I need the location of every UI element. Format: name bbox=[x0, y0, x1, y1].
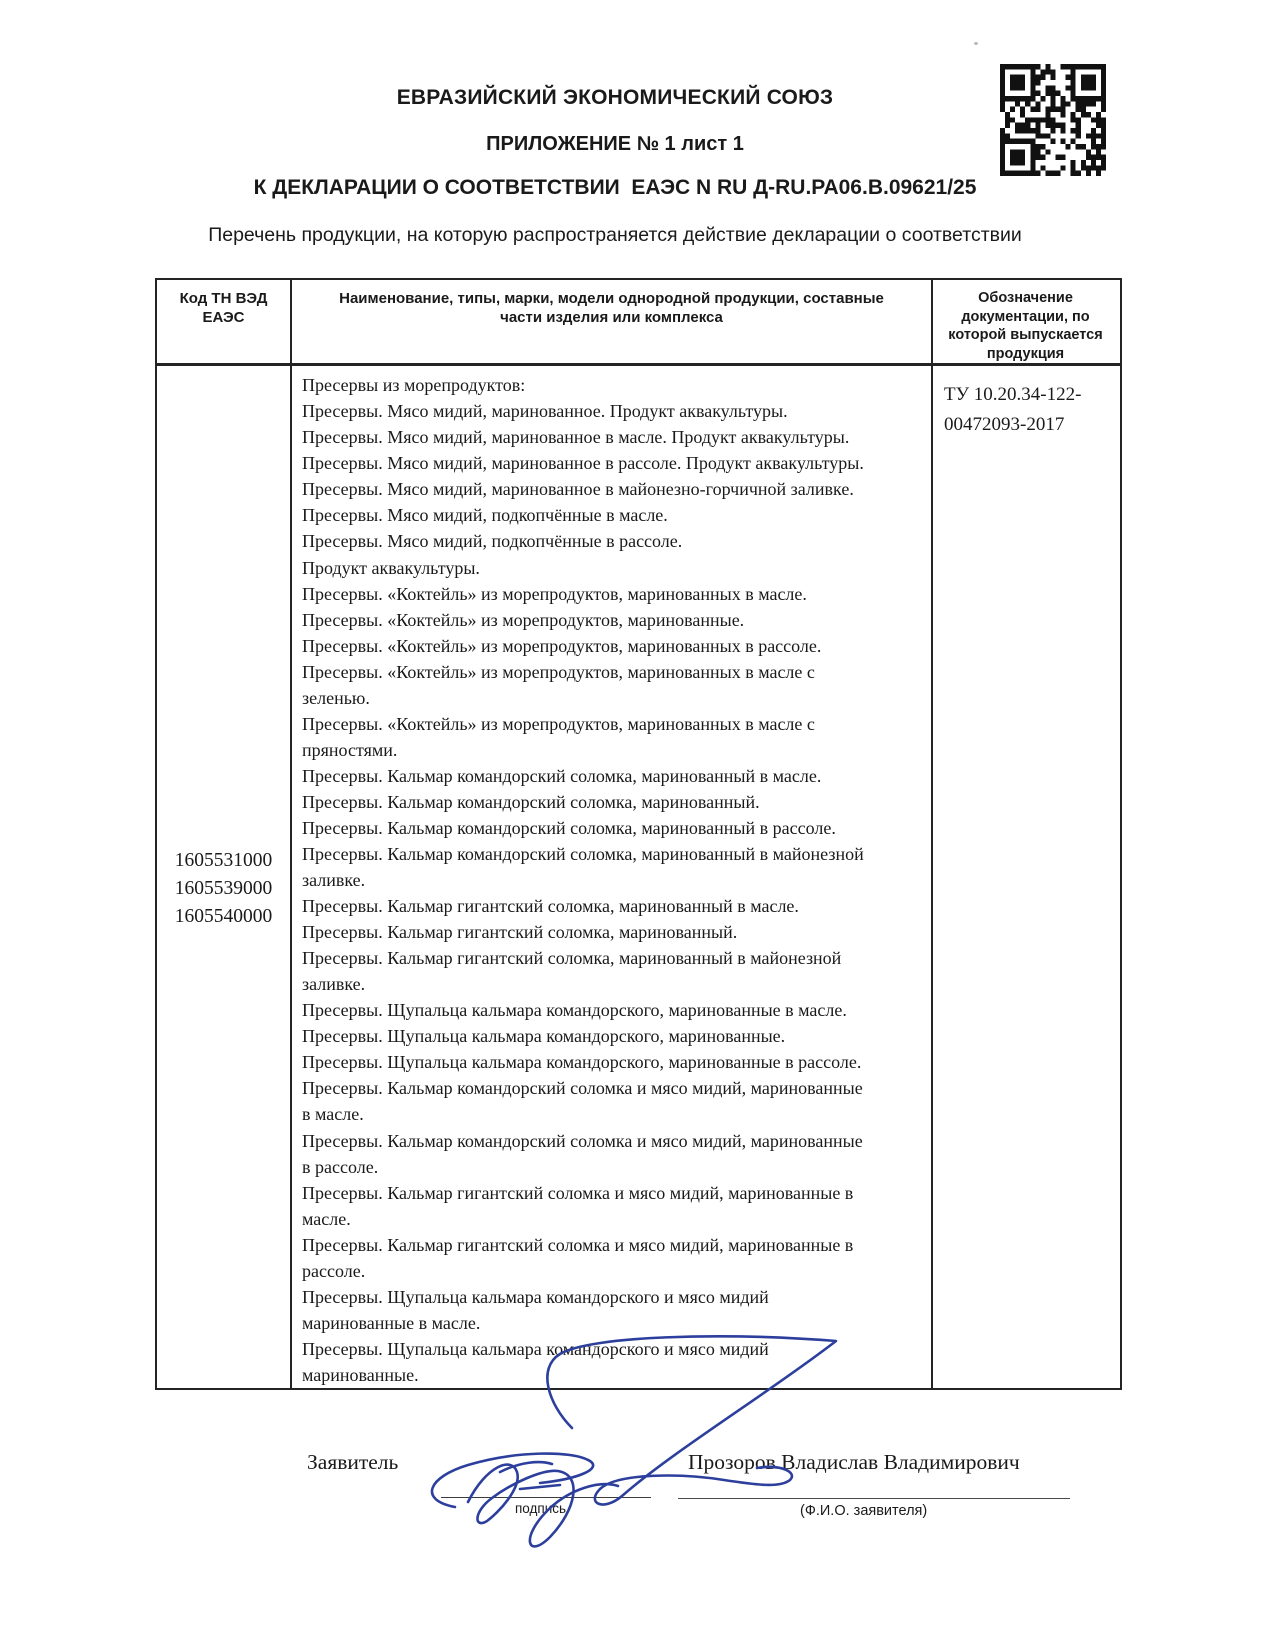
product-line: Пресервы. Мясо мидий, маринованное в рассоле. Продукт аквакультуры. bbox=[302, 453, 864, 474]
handwritten-signature bbox=[390, 1325, 860, 1575]
doc-reference-line: ТУ 10.20.34-122- bbox=[944, 384, 1082, 406]
product-line: Пресервы. «Коктейль» из морепродуктов, маринованных в масле. bbox=[302, 583, 807, 604]
declaration-number-title: К ДЕКЛАРАЦИИ О СООТВЕТСТВИИ ЕАЭС N RU Д-RU.РА06.В.09621/25 bbox=[253, 176, 977, 199]
product-line: Пресервы. Щупальца кальмара командорского и мясо мидий bbox=[302, 1338, 769, 1359]
product-line: Пресервы из морепродуктов: bbox=[302, 375, 526, 396]
product-line: маринованные в масле. bbox=[302, 1312, 481, 1333]
name-caption: (Ф.И.О. заявителя) bbox=[800, 1503, 928, 1519]
subtitle: Перечень продукции, на которую распространяется действие декларации о соответствии bbox=[208, 224, 1022, 246]
header-cell-doc: Обозначение документации, по которой выпускается продукция bbox=[948, 290, 1103, 362]
applicant-label: Заявитель bbox=[307, 1450, 399, 1474]
product-line: Пресервы. Щупальца кальмара командорского, маринованные. bbox=[302, 1026, 786, 1047]
tnved-code: 1605540000 bbox=[174, 906, 273, 928]
product-line: Пресервы. Кальмар командорский соломка и мясо мидий, маринованные bbox=[302, 1078, 863, 1099]
product-line: маринованные. bbox=[302, 1364, 419, 1385]
cell-product-list bbox=[292, 366, 933, 1388]
product-line: Пресервы. «Коктейль» из морепродуктов, маринованных в масле с bbox=[302, 661, 815, 682]
tnved-code: 1605539000 bbox=[174, 878, 273, 900]
product-line: Пресервы. Мясо мидий, маринованное в майонезно-горчичной заливке. bbox=[302, 479, 854, 500]
product-line: Пресервы. «Коктейль» из морепродуктов, маринованных в рассоле. bbox=[302, 635, 822, 656]
product-line: заливке. bbox=[302, 870, 366, 891]
product-line: рассоле. bbox=[302, 1260, 366, 1281]
cell-doc-reference bbox=[933, 366, 1118, 1388]
product-line: Пресервы. Кальмар гигантский соломка, маринованный в майонезной bbox=[302, 948, 842, 969]
product-line: Пресервы. Мясо мидий, маринованное в масле. Продукт аквакультуры. bbox=[302, 427, 850, 448]
product-line: Пресервы. Кальмар гигантский соломка, маринованный. bbox=[302, 922, 738, 943]
product-line: Пресервы. Мясо мидий, подкопчённые в рассоле. bbox=[302, 531, 683, 552]
product-line: в масле. bbox=[302, 1104, 364, 1125]
table-body-row bbox=[157, 366, 1120, 1388]
product-line: Пресервы. Кальмар гигантский соломка и мясо мидий, маринованные в bbox=[302, 1234, 854, 1255]
product-line: пряностями. bbox=[302, 739, 398, 760]
product-line: зеленью. bbox=[302, 687, 370, 708]
product-line: Продукт аквакультуры. bbox=[302, 557, 480, 578]
product-line: Пресервы. Кальмар командорский соломка, маринованный в майонезной bbox=[302, 844, 864, 865]
union-title: ЕВРАЗИЙСКИЙ ЭКОНОМИЧЕСКИЙ СОЮЗ bbox=[396, 86, 834, 109]
product-line: Пресервы. Кальмар командорский соломка и мясо мидий, маринованные bbox=[302, 1130, 863, 1151]
product-line: Пресервы. Кальмар гигантский соломка, маринованный в масле. bbox=[302, 896, 799, 917]
scan-speck bbox=[974, 42, 978, 45]
product-line: Пресервы. «Коктейль» из морепродуктов, маринованных в масле с bbox=[302, 713, 815, 734]
table-header-row bbox=[157, 280, 1120, 366]
header-cell-code: Код ТН ВЭД ЕАЭС bbox=[157, 280, 292, 363]
product-line: Пресервы. Кальмар командорский соломка, маринованный. bbox=[302, 791, 760, 812]
product-line: заливке. bbox=[302, 974, 366, 995]
product-line: Пресервы. «Коктейль» из морепродуктов, маринованные. bbox=[302, 609, 745, 630]
product-line: Пресервы. Щупальца кальмара командорского, маринованные в рассоле. bbox=[302, 1052, 862, 1073]
product-line: масле. bbox=[302, 1208, 351, 1229]
product-line: Пресервы. Кальмар командорский соломка, маринованный в рассоле. bbox=[302, 817, 836, 838]
signature-caption: подпись bbox=[515, 1501, 567, 1516]
product-line: Пресервы. Мясо мидий, маринованное. Продукт аквакультуры. bbox=[302, 401, 788, 422]
tnved-code: 1605531000 bbox=[174, 850, 273, 872]
cell-tnved-codes bbox=[157, 366, 292, 1388]
product-line: Пресервы. Кальмар командорский соломка, маринованный в масле. bbox=[302, 765, 822, 786]
qr-code-icon bbox=[1000, 64, 1106, 176]
product-line: Пресервы. Кальмар гигантский соломка и мясо мидий, маринованные в bbox=[302, 1182, 854, 1203]
product-line: Пресервы. Мясо мидий, подкопчённые в масле. bbox=[302, 505, 668, 526]
header-cell-name: Наименование, типы, марки, модели однородной продукции, составные части изделия или комплекса bbox=[292, 280, 933, 363]
annex-title: ПРИЛОЖЕНИЕ № 1 лист 1 bbox=[486, 133, 744, 155]
product-line: Пресервы. Щупальца кальмара командорского и мясо мидий bbox=[302, 1286, 769, 1307]
products-table bbox=[155, 278, 1122, 1390]
product-line: Пресервы. Щупальца кальмара командорского, маринованные в масле. bbox=[302, 1000, 847, 1021]
applicant-name: Прозоров Владислав Владимирович bbox=[688, 1450, 1020, 1474]
product-line: в рассоле. bbox=[302, 1156, 379, 1177]
doc-reference-line: 00472093-2017 bbox=[944, 414, 1065, 436]
